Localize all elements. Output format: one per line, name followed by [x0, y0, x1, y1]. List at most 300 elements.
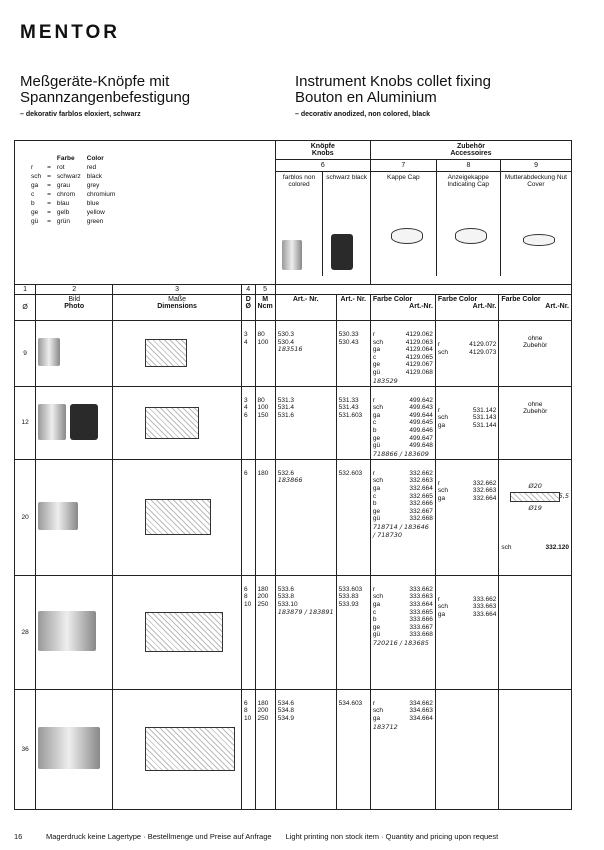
cap-label: Kappe Cap — [387, 174, 420, 181]
M-value: 250 — [257, 600, 269, 608]
M-value: 80 — [257, 331, 265, 338]
cap-art-nr: 499.643 — [409, 404, 433, 412]
cap-entry — [373, 624, 433, 632]
cap-cell — [370, 386, 435, 459]
legend-en: green — [86, 218, 104, 225]
cap-entry — [373, 500, 433, 508]
legend-de: gelb — [56, 209, 70, 216]
nut-cover-cell — [499, 386, 572, 459]
cap-art-nr: 4129.064 — [405, 346, 433, 354]
cap-col — [371, 172, 437, 276]
indicating-cap-entry — [438, 422, 496, 430]
col-color-art-9: Farbe Color Art.-Nr. — [499, 295, 572, 321]
legend-en: chromium — [86, 191, 116, 198]
legend-k: c — [31, 191, 35, 198]
M-value: 150 — [257, 411, 269, 419]
diameter-cell: 20 — [15, 459, 36, 575]
indicating-cap-color: sch — [437, 487, 449, 495]
cap-cell — [370, 459, 435, 575]
art-black-value: 531.43 — [338, 404, 359, 412]
cap-color: gü — [372, 368, 381, 376]
legend-row — [29, 200, 117, 207]
legend-row — [29, 164, 117, 171]
cap-color: r — [372, 396, 376, 404]
art-colorless-value: 531.4 — [277, 404, 294, 412]
cap-art-nr: 4129.067 — [405, 361, 433, 369]
indicating-cap-entry — [438, 480, 496, 488]
dimension-drawing-cell — [113, 575, 242, 689]
handwritten-note: 183529 — [372, 376, 398, 385]
cap-entry — [373, 354, 433, 362]
title-german — [20, 74, 290, 123]
photo-cell — [36, 459, 113, 575]
legend-row — [29, 182, 117, 189]
D-value: 6 — [243, 411, 248, 419]
M-cell — [255, 689, 275, 809]
legend-de: grau — [56, 182, 70, 189]
M-cell — [255, 386, 275, 459]
legend-row — [29, 209, 117, 216]
cap-color: r — [372, 469, 376, 477]
nut-cover-image — [523, 234, 555, 246]
diameter-cell: 28 — [15, 575, 36, 689]
cap-art-nr: 333.664 — [409, 600, 433, 608]
art-black-value: 533.83 — [338, 593, 359, 601]
color-legend — [15, 141, 276, 285]
cap-image — [391, 228, 423, 244]
cap-entry — [373, 346, 433, 354]
legend-k: ga — [31, 182, 39, 189]
cap-color: sch — [372, 593, 384, 601]
col-color-art-7: Farbe Color Art.-Nr. — [370, 295, 435, 321]
cap-color: ga — [372, 346, 381, 354]
cap-entry — [373, 631, 433, 639]
cap-entry — [373, 515, 433, 523]
legend-en: grey — [86, 182, 100, 189]
art-nr-colorless-cell — [275, 459, 336, 575]
D-value: 8 — [243, 707, 248, 715]
legend-head-en: Color — [86, 155, 104, 162]
D-cell — [241, 459, 255, 575]
cap-entry — [373, 707, 433, 715]
legend-de: grün — [56, 218, 70, 225]
nut-cover-art-nr: 332.120 — [545, 543, 569, 551]
cap-color: b — [372, 500, 377, 508]
knobs-group — [275, 141, 370, 285]
D-value: 10 — [243, 600, 252, 608]
knob-colorless-image — [282, 240, 302, 270]
subtitle-en: – decorativ anodized, non colored, black — [295, 111, 430, 118]
indicating-cap-entry — [438, 603, 496, 611]
cap-entry — [373, 470, 433, 478]
accessories-group — [370, 141, 571, 285]
cap-color: ga — [372, 714, 381, 722]
col-num-4: 4 — [241, 285, 255, 295]
D-cell — [241, 575, 255, 689]
legend-equals: = — [47, 209, 51, 216]
diameter-cell: 9 — [15, 321, 36, 387]
art-black-value: 530.33 — [338, 331, 359, 338]
D-value: 6 — [243, 469, 248, 477]
M-value: 80 — [257, 396, 265, 404]
M-cell — [255, 321, 275, 387]
dim-label: Ø20 — [528, 481, 542, 490]
knob-photo — [38, 611, 96, 651]
subtitle-de: – dekorativ farblos eloxiert, schwarz — [20, 111, 141, 118]
cap-entry — [373, 404, 433, 412]
nut-cover-entry — [501, 544, 569, 551]
acc-en: Accessoires — [450, 150, 492, 157]
M-value: 200 — [257, 707, 269, 715]
title-fr: Bouton en Aluminium — [295, 89, 437, 106]
art-black-value: 531.603 — [338, 411, 363, 419]
cap-art-nr: 334.664 — [409, 714, 433, 722]
legend-row — [29, 191, 117, 198]
footer — [14, 832, 590, 841]
indicating-cap-color: r — [437, 479, 441, 487]
D-value: 6 — [243, 585, 248, 593]
cap-art-nr: 499.644 — [409, 411, 433, 419]
indicating-cap-cell — [435, 459, 498, 575]
nut-cover-note: ohne Zubehör — [523, 400, 548, 415]
handwritten-note: 718714 / 183646 / 718730 — [372, 522, 429, 539]
cap-entry — [373, 616, 433, 624]
D-value: 4 — [243, 404, 248, 412]
cap-art-nr: 334.663 — [409, 707, 433, 715]
indicating-cap-entry — [438, 349, 496, 357]
indicating-cap-col — [437, 172, 501, 276]
cap-entry — [373, 609, 433, 617]
art-colorless-value: 530.4 — [277, 338, 294, 346]
group-9: 9 — [534, 162, 538, 169]
nut-cover-label: Mutterabdeckung Nut Cover — [504, 174, 567, 188]
D-value: 6 — [243, 699, 248, 707]
indicating-cap-color: ga — [437, 610, 446, 618]
dimension-drawing-cell — [113, 386, 242, 459]
table-row — [15, 321, 572, 387]
cap-color: ga — [372, 484, 381, 492]
col-color-art-8: Farbe Color Art.-Nr. — [435, 295, 498, 321]
M-value: 200 — [257, 593, 269, 601]
legend-en: yellow — [86, 209, 105, 216]
D-value: 8 — [243, 593, 248, 601]
col-num-5: 5 — [255, 285, 275, 295]
title-english — [295, 74, 595, 123]
cap-color: sch — [372, 404, 384, 412]
col-M: M Ncm — [255, 295, 275, 321]
handwritten-note: 183866 — [277, 476, 303, 485]
acc-de: Zubehör — [456, 143, 485, 150]
cap-entry — [373, 339, 433, 347]
table-row — [15, 689, 572, 809]
cap-art-nr: 333.666 — [409, 616, 433, 624]
D-cell — [241, 689, 255, 809]
table-row — [15, 575, 572, 689]
cap-art-nr: 333.667 — [409, 623, 433, 631]
indicating-cap-color: ga — [437, 494, 446, 502]
table-row — [15, 386, 572, 459]
cap-art-nr: 333.662 — [409, 585, 433, 593]
footer-en: Light printing non stock item · Quantity and pricing upon request — [285, 832, 499, 841]
schwarz-col — [323, 172, 370, 276]
cap-entry — [373, 493, 433, 501]
cap-entry — [373, 427, 433, 435]
art-black-value: 533.603 — [338, 585, 363, 593]
cap-entry — [373, 700, 433, 708]
legend-de: blau — [56, 200, 70, 207]
photo-cell — [36, 386, 113, 459]
cap-color: ga — [372, 600, 381, 608]
indicating-cap-entry — [438, 611, 496, 619]
legend-en: red — [86, 164, 97, 171]
dimension-drawing — [145, 612, 223, 652]
farblos-label: farblos non colored — [282, 174, 316, 188]
indicating-cap-entry — [438, 487, 496, 495]
indicating-cap-art-nr: 333.662 — [472, 595, 497, 603]
legend-en: black — [86, 173, 102, 180]
cap-entry — [373, 508, 433, 516]
cap-art-nr: 332.662 — [409, 469, 433, 477]
indicating-cap-art-nr: 531.143 — [472, 414, 497, 422]
D-cell — [241, 386, 255, 459]
brand-logo: MENTOR — [20, 22, 120, 43]
dimension-drawing — [145, 407, 199, 439]
cap-entry — [373, 593, 433, 601]
cap-color: r — [372, 585, 376, 593]
col-num-2: 2 — [36, 285, 113, 295]
legend-k: gü — [31, 218, 39, 225]
M-cell — [255, 575, 275, 689]
art-black-value: 533.93 — [338, 600, 359, 608]
cap-art-nr: 499.647 — [409, 434, 433, 442]
dimension-drawing-cell — [113, 321, 242, 387]
art-colorless-value: 534.9 — [277, 714, 294, 722]
M-value: 100 — [257, 404, 269, 412]
cap-color: gü — [372, 631, 381, 639]
cap-entry — [373, 435, 433, 443]
art-nr-colorless-cell — [275, 689, 336, 809]
nut-cover-cell — [499, 321, 572, 387]
legend-row — [29, 173, 117, 180]
art-black-value: 532.603 — [338, 469, 363, 477]
legend-k: b — [31, 200, 35, 207]
col-dimensions: Maße Dimensions — [113, 295, 242, 321]
legend-en: blue — [86, 200, 100, 207]
art-colorless-value: 532.6 — [277, 469, 294, 477]
cap-color: ge — [372, 434, 381, 442]
art-nr-colorless-cell — [275, 321, 336, 387]
cap-color: ga — [372, 411, 381, 419]
knob-photo — [38, 338, 60, 366]
cap-art-nr: 499.648 — [409, 442, 433, 450]
nut-cover-col — [501, 172, 571, 276]
legend-k: r — [31, 164, 34, 171]
M-value: 250 — [257, 714, 269, 722]
legend-equals: = — [47, 182, 51, 189]
art-colorless-value: 531.3 — [277, 396, 294, 404]
cap-entry — [373, 419, 433, 427]
nut-cover-drawing — [501, 482, 569, 522]
cap-entry — [373, 412, 433, 420]
cap-color: ge — [372, 361, 381, 369]
art-colorless-value: 533.8 — [277, 593, 294, 601]
cap-color: sch — [372, 707, 384, 715]
nut-cover-cell — [499, 575, 572, 689]
indicating-cap-art-nr: 531.142 — [472, 406, 497, 414]
indicating-cap-color: sch — [437, 348, 449, 356]
nut-cover-note: ohne Zubehör — [523, 335, 548, 349]
cap-art-nr: 333.668 — [409, 631, 433, 639]
indicating-cap-art-nr: 332.662 — [472, 479, 497, 487]
cap-entry — [373, 361, 433, 369]
indicating-cap-image — [455, 228, 487, 244]
legend-k: sch — [31, 173, 42, 180]
dimension-drawing — [145, 727, 235, 771]
art-colorless-value: 534.6 — [277, 699, 294, 707]
cap-color: gü — [372, 442, 381, 450]
col-photo: Bild Photo — [36, 295, 113, 321]
M-value: 100 — [257, 338, 269, 346]
legend-equals: = — [47, 191, 51, 198]
photo-cell — [36, 321, 113, 387]
dimension-drawing-cell — [113, 459, 242, 575]
nut-cover-color: sch — [501, 543, 512, 551]
cap-art-nr: 332.665 — [409, 492, 433, 500]
indicating-cap-art-nr: 531.144 — [472, 421, 497, 429]
table-row — [15, 459, 572, 575]
cap-art-nr: 499.642 — [409, 396, 433, 404]
indicating-cap-entry — [438, 495, 496, 503]
cap-art-nr: 4129.065 — [405, 353, 433, 361]
indicating-cap-art-nr: 4129.072 — [469, 341, 497, 348]
legend-equals: = — [47, 218, 51, 225]
art-black-value: 530.43 — [338, 338, 359, 346]
nut-cover-section — [510, 492, 560, 502]
nut-cover-cell — [499, 459, 572, 575]
col-diameter: Ø — [15, 295, 36, 321]
art-colorless-value: 530.3 — [277, 331, 294, 338]
knob-photo — [38, 404, 66, 440]
indicating-cap-cell — [435, 321, 498, 387]
cap-color: r — [372, 331, 376, 338]
handwritten-note: 183712 — [372, 722, 398, 731]
indicating-cap-entry — [438, 341, 496, 349]
legend-de: rot — [56, 164, 65, 171]
footer-de: Magerdruck keine Lagertype · Bestellmenge und Preise auf Anfrage — [46, 832, 272, 841]
col-art-2: Art.- Nr. — [336, 295, 370, 321]
cap-art-nr: 4129.063 — [405, 338, 433, 346]
knob-photo — [38, 727, 100, 769]
indicating-cap-entry — [438, 596, 496, 604]
art-colorless-value: 531.6 — [277, 411, 294, 419]
art-colorless-value: 533.6 — [277, 585, 294, 593]
art-colorless-value: 534.8 — [277, 707, 294, 715]
col-num-1: 1 — [15, 285, 36, 295]
dim-label: Ø19 — [528, 503, 542, 512]
M-value: 180 — [257, 699, 269, 707]
farblos-col — [276, 172, 324, 276]
dimension-drawing — [145, 499, 211, 535]
cap-cell — [370, 689, 435, 809]
page-number: 16 — [14, 832, 23, 841]
cap-color: b — [372, 616, 377, 624]
cap-color: ge — [372, 623, 381, 631]
legend-head-de: Farbe — [56, 155, 75, 162]
M-cell — [255, 459, 275, 575]
D-cell — [241, 321, 255, 387]
product-table — [14, 140, 572, 810]
indicating-cap-entry — [438, 407, 496, 415]
indicating-cap-color: sch — [437, 414, 449, 422]
knob-photo — [38, 502, 78, 530]
handwritten-note: 183516 — [277, 345, 303, 354]
col-num-3: 3 — [113, 285, 242, 295]
M-value: 180 — [257, 585, 269, 593]
cap-art-nr: 333.663 — [409, 593, 433, 601]
handwritten-note: 183879 / 183891 — [277, 607, 334, 616]
cap-color: c — [372, 419, 377, 427]
legend-row — [29, 218, 117, 225]
indicating-cap-color: sch — [437, 603, 449, 611]
dim-label: 5,5 — [558, 491, 569, 500]
photo-cell — [36, 689, 113, 809]
cap-color: c — [372, 608, 377, 616]
indicating-cap-art-nr: 333.663 — [472, 603, 497, 611]
art-nr-colorless-cell — [275, 386, 336, 459]
cap-entry — [373, 442, 433, 450]
art-nr-black-cell — [336, 386, 370, 459]
cap-entry — [373, 601, 433, 609]
M-value: 180 — [257, 469, 269, 477]
handwritten-note: 718866 / 183609 — [372, 449, 429, 458]
diameter-cell: 12 — [15, 386, 36, 459]
knobs-de: Knöpfe — [310, 143, 335, 150]
cap-entry — [373, 715, 433, 723]
dimension-drawing — [145, 339, 187, 367]
cap-cell — [370, 321, 435, 387]
cap-art-nr: 332.664 — [409, 484, 433, 492]
group-6: 6 — [276, 160, 370, 172]
indicating-cap-art-nr: 4129.073 — [469, 348, 497, 356]
indicating-cap-art-nr: 332.664 — [472, 494, 497, 502]
cap-art-nr: 332.668 — [409, 515, 433, 523]
cap-art-nr: 332.667 — [409, 507, 433, 515]
legend-k: ge — [31, 209, 39, 216]
D-value: 4 — [243, 338, 248, 346]
legend-equals: = — [47, 164, 51, 171]
D-value: 3 — [243, 396, 248, 404]
indicating-cap-art-nr: 333.664 — [472, 610, 497, 618]
cap-art-nr: 333.665 — [409, 608, 433, 616]
cap-entry — [373, 485, 433, 493]
cap-art-nr: 4129.062 — [405, 331, 433, 338]
cap-entry — [373, 586, 433, 594]
indicating-cap-color: r — [437, 341, 441, 348]
handwritten-note: 720216 / 183685 — [372, 638, 429, 647]
indicating-cap-cell — [435, 689, 498, 809]
cap-color: c — [372, 492, 377, 500]
indicating-cap-entry — [438, 414, 496, 422]
group-8: 8 — [437, 160, 501, 171]
art-black-value: 534.603 — [338, 699, 363, 707]
cap-art-nr: 499.646 — [409, 426, 433, 434]
cap-color: c — [372, 353, 377, 361]
indicating-cap-art-nr: 332.663 — [472, 487, 497, 495]
cap-color: r — [372, 699, 376, 707]
art-nr-black-cell — [336, 321, 370, 387]
indicating-cap-color: ga — [437, 421, 446, 429]
indicating-cap-color: r — [437, 406, 441, 414]
